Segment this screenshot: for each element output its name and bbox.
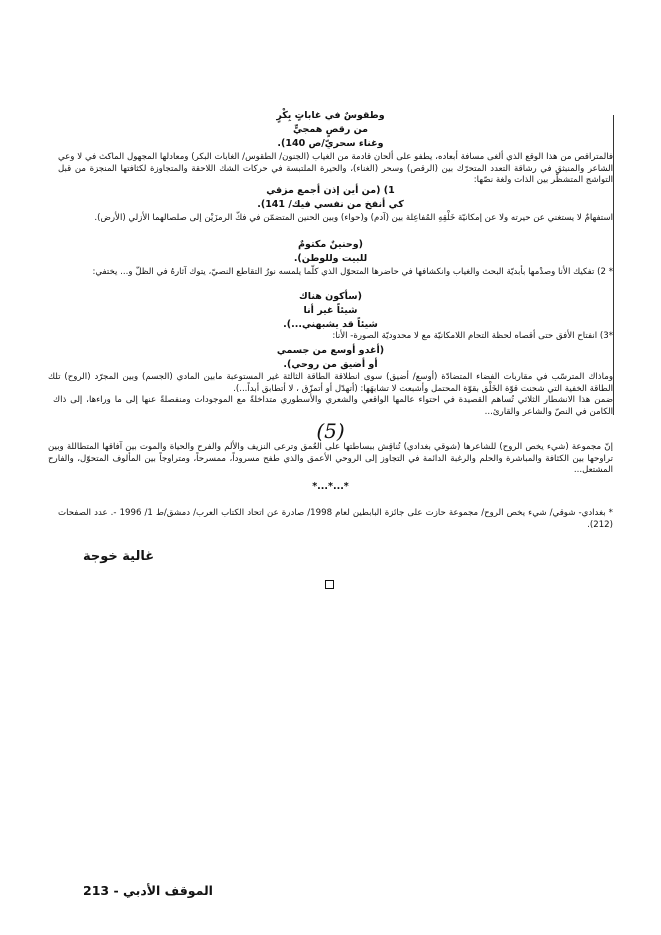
poem-line: 1) (من أين إذن أجمع مزقي xyxy=(266,185,395,196)
poem-excerpt-5 xyxy=(0,344,661,372)
poem-line: (أغدو أوسع من جسمي xyxy=(276,345,385,356)
paragraph-2: استفهامٌ لا يستغني عن حيرته ولا عن إمكانيّة خَلْقِهِ المُفاعِلة بين (آدم) و(حواء) وبين الحنين المتضمّن في فكّ الرمزَيْن إلى صلصالهما الأزلي (الأرض). xyxy=(94,213,613,223)
poem-excerpt-3 xyxy=(0,238,661,266)
paragraph-1: فالمتراقص من هذا الوقع الذي ألغى مسافة أبعاده، يطفو على ألحان قادمة من الغياب (الجنون/ الطقوس/ الغابات البكر) ومعادلها المجهول الماكث في لا وعي الشاعر والمنبثق في رشاقة التعدد المتحرّك بين (الرقص) وسحر (الغناء)، والحيرة الملتبسة في حركات الشك اللاحقة والمتجاوزة لكثافتها المنجزة من قبل التواشج المتشظّر بين الذات ولغة نصّها: xyxy=(58,152,613,186)
author-signature: غالية خوجة xyxy=(83,549,155,564)
poem-line: شيئاً قد يشبهني...). xyxy=(283,319,378,330)
separator: *...*...* xyxy=(312,481,349,492)
poem-line: للبيت وللوطن). xyxy=(293,253,368,264)
poem-line: (سأكون هناك xyxy=(299,291,362,302)
paragraph-7: إنّ مجموعة (شيء يخص الروح) للشاعرها (شوقي بغدادي) تُناقِش ببساطتها على العُمق وترعى النزيف والألم والفرح والحياة والموت بين آفاقها المتطاللة وبين تراوحها بين الكثافة والمباشرة والحلم والرغبة الدائمة في التجاوز إلى الروحي الأعمق والذي طفح مسروداً، ممسرحاً، ومتراوجاً بين المألوف المتحوّل، والفارح المشتعل... xyxy=(48,442,613,476)
poem-excerpt-1 xyxy=(0,109,661,151)
page-footer: الموقف الأدبي - 213 xyxy=(83,883,213,898)
footnote: * بغدادي- شوقي/ شيء يخص الروح/ مجموعة حازت على جائزة البابطين لعام 1998/ صادرة عن اتحاد الكتاب العرب/ دمشق/ط 1/ 1996 -. عدد الصفحات (212). xyxy=(58,508,613,530)
poem-line: من رقصٍ همجيٍّ xyxy=(292,124,369,135)
paragraph-6: ضمن هذا الانشطار الثلاثي تُساهم القصيدة في احتواء عالمها الواقعي والشعري والأسطوري متداخلةً مع الموجودات ومنفصلةً عنها إلى ما وراءها، إلى ذاك الكامن في النصّ والشاعر والقارئ... xyxy=(53,395,613,417)
poem-line: (وحنينٌ مكتومٌ xyxy=(298,239,363,250)
end-mark-box xyxy=(325,580,334,589)
paragraph-3: * 2) تفكيك الأنا وصدْمها بأبديّة البحث والغياب وانكشافها في حاضرها المتحوّل الذي كلّما يلمسه نورُ التقاطع النصيّ، يتوك آثارهُ في الظلّ و... يختفي: xyxy=(92,267,613,277)
poem-line: أو أضيق من روحي). xyxy=(283,359,378,370)
paragraph-4: *3) انفتاح الأفق حتى أقصاه لحظة التحام اللامكانيّة مع لا محدوديّة الصورة- الأنا: xyxy=(332,331,613,341)
poem-excerpt-4 xyxy=(0,290,661,332)
poem-line: وغناء سحريّ/ص 140). xyxy=(277,138,384,149)
poem-line: وطقوسٌ في غاباتٍ بِكْرٍ xyxy=(276,110,385,121)
paragraph-5: وماذاك المترسّب في مقاربات الفضاء المتضادّة (أوسع/ أضيق) سوى انطلاقة الطاقة الثالثة غير المستوعبة مابين المادي (الجسم) وبين المجرّد (الروح) تلك الطاقة الخفية التي شحنت قوّة الخَلْق بقوّة المحتمل وأشبعت لا تشابهَها: (أتهدّل أو أتمزّق ، لا أتطابق أبداً...). xyxy=(48,372,613,394)
poem-excerpt-2 xyxy=(0,184,661,212)
poem-line: شيئاً غير أنا xyxy=(303,305,358,316)
poem-line: كي أنفخ من نفسي فيك/ 141). xyxy=(257,199,404,210)
section-number: (5) xyxy=(316,419,345,443)
